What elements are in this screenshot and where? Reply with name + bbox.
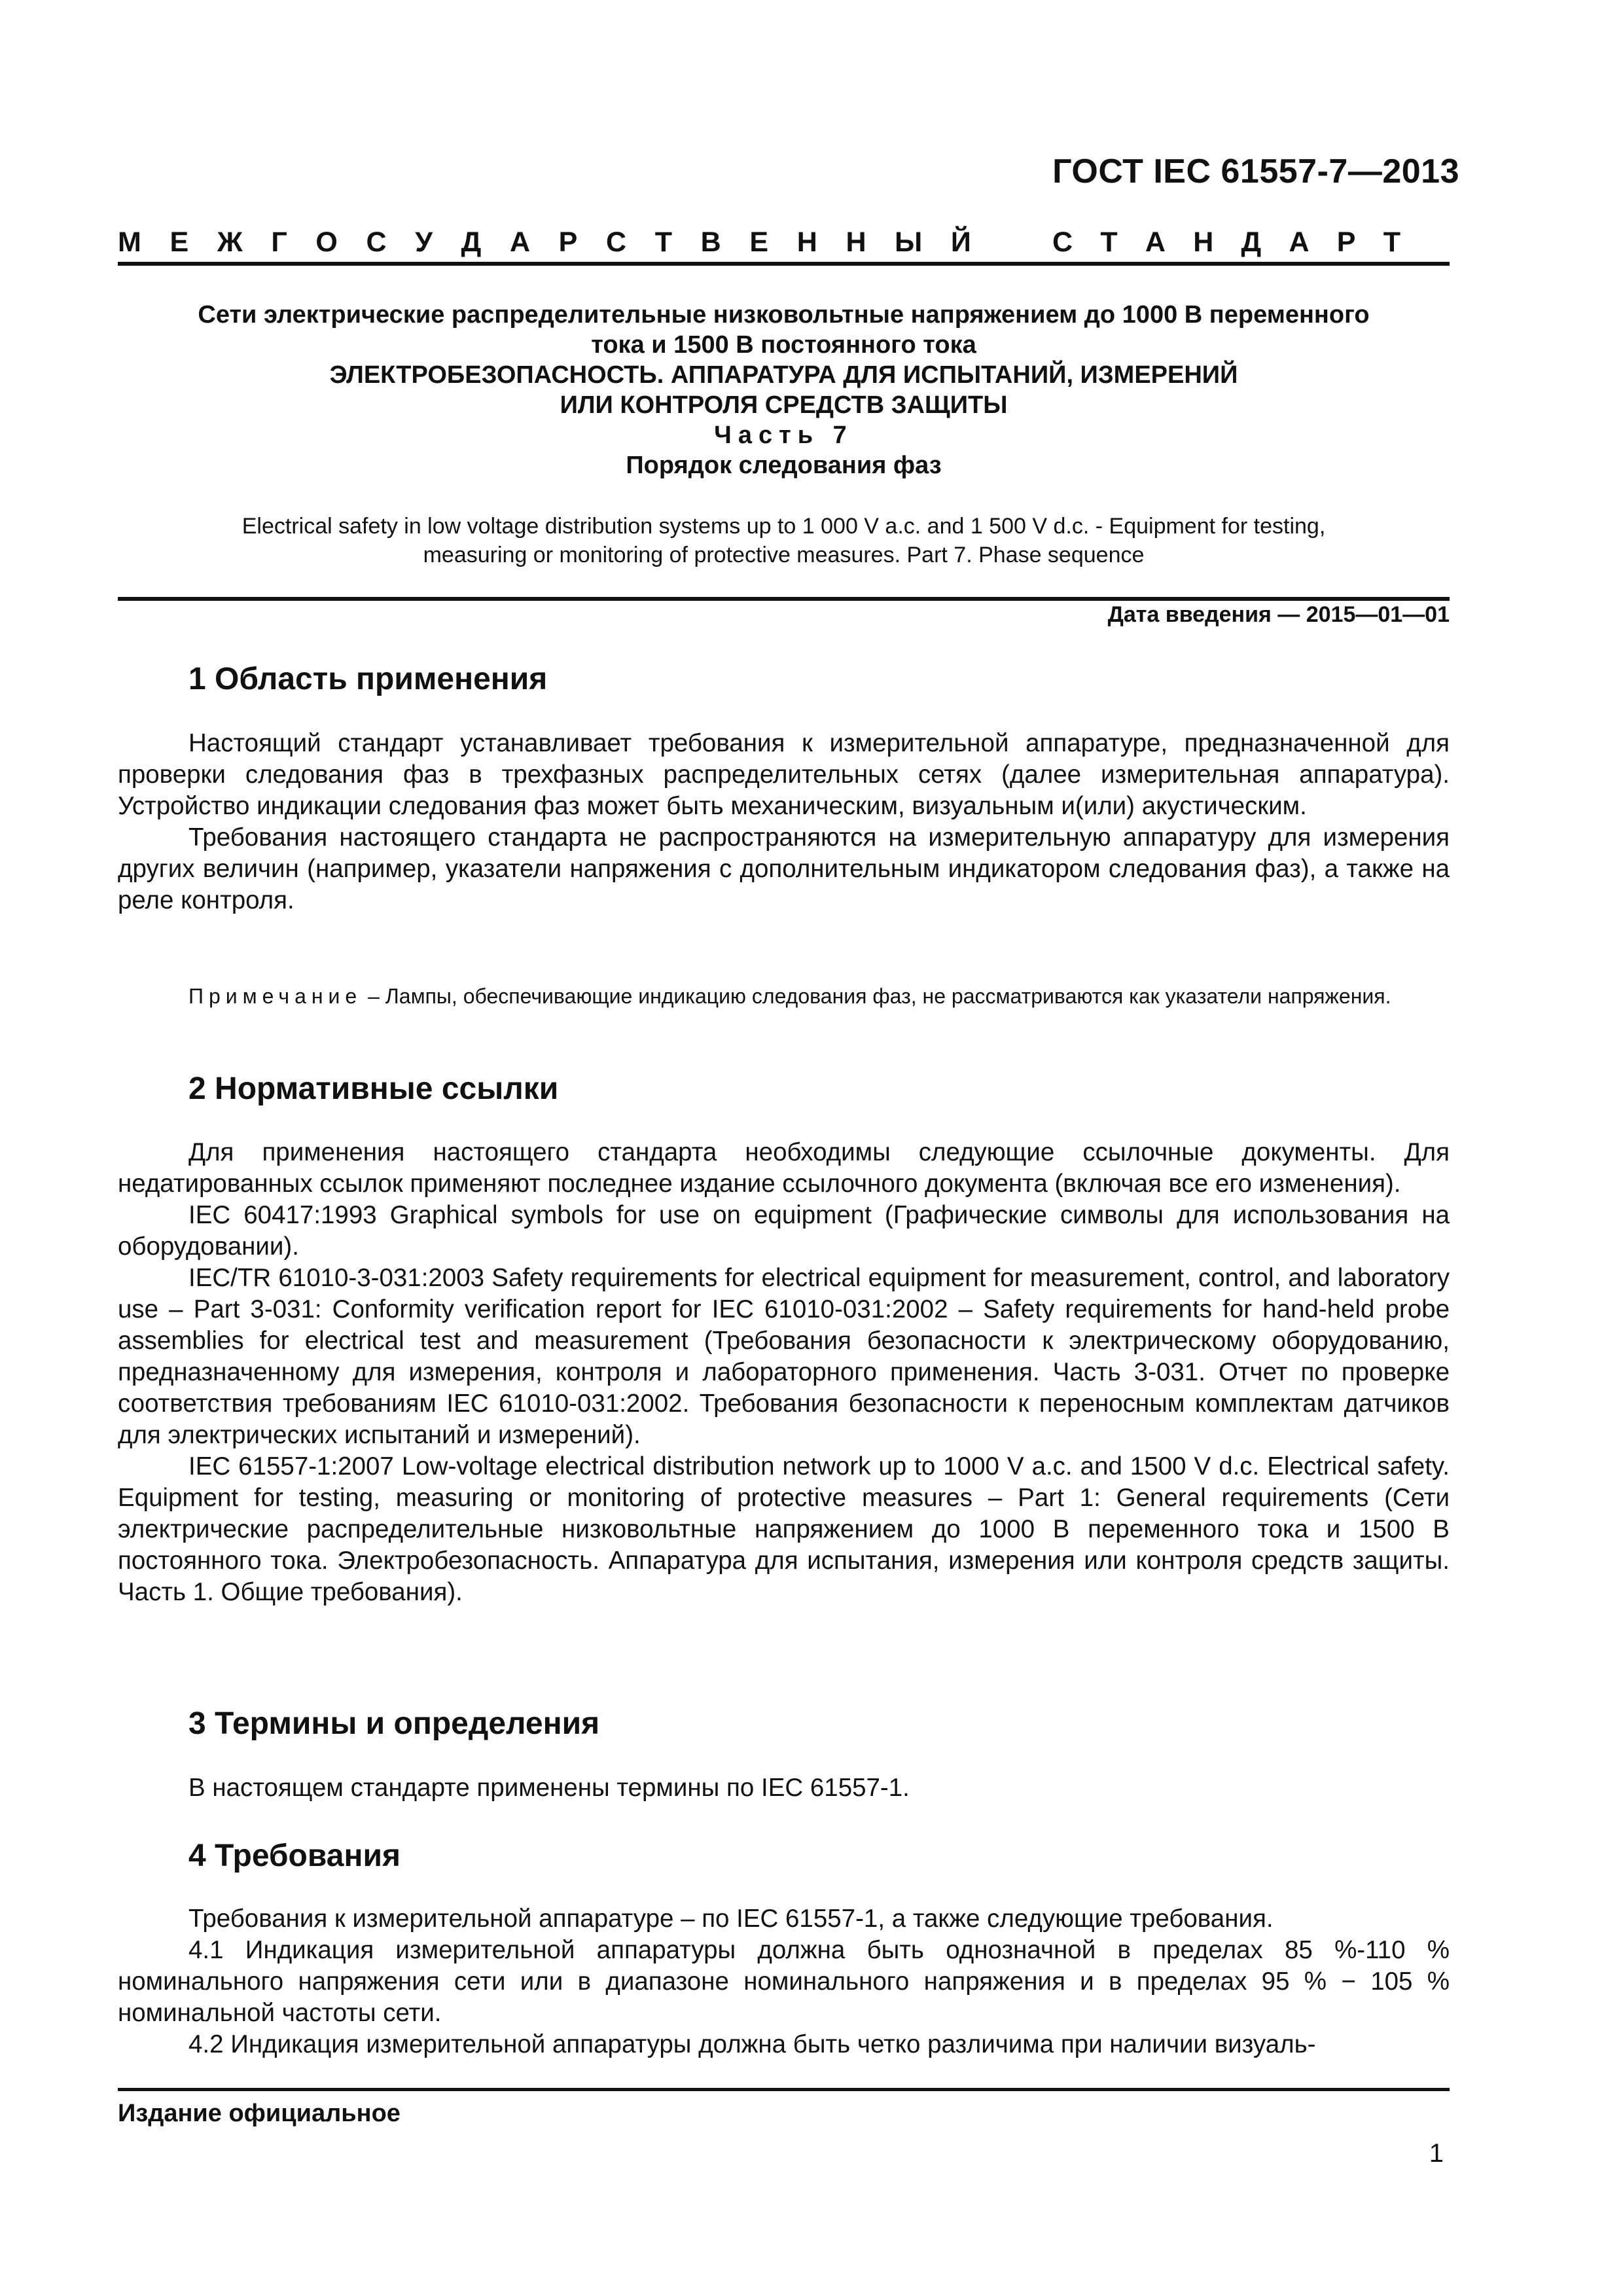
paragraph: 4.1 Индикация измерительной аппаратуры должна быть однозначной в пределах 85 %-110 % номинального напряжения сети или в диапазоне номинального напряжения и в пределах 95 % − 105 % номинальной частоты сети. <box>118 1936 1450 2027</box>
banner-letter: О <box>315 226 338 258</box>
title-line: ЭЛЕКТРОБЕЗОПАСНОСТЬ. АППАРАТУРА ДЛЯ ИСПЫТАНИЙ, ИЗМЕРЕНИЙ <box>329 361 1238 389</box>
title-rule <box>118 597 1450 601</box>
section2-body <box>118 1137 1450 1608</box>
banner-letter: В <box>700 226 721 258</box>
paragraph: Для применения настоящего стандарта необходимы следующие ссылочные документы. Для недатированных ссылок применяют последнее издание ссылочного документа (включая все его изменения). <box>118 1138 1450 1198</box>
banner-letter: Е <box>749 226 769 258</box>
paragraph: В настоящем стандарте применены термины по IEC 61557-1. <box>188 1774 910 1802</box>
note-text: – Лампы, обеспечивающие индикацию следования фаз, не рассматриваются как указатели напряжения. <box>368 984 1391 1008</box>
banner-letter: Н <box>1193 226 1214 258</box>
banner-letter: Н <box>796 226 817 258</box>
banner-letter: С <box>366 226 387 258</box>
banner-letter: Т <box>1383 226 1400 258</box>
banner-letter: Р <box>558 226 578 258</box>
banner-letter: Н <box>846 226 866 258</box>
title-line: Сети электрические распределительные низковольтные напряжением до 1000 В переменного <box>198 301 1370 329</box>
title-part: Часть 7 <box>714 422 853 449</box>
english-title <box>118 512 1450 569</box>
section3-body <box>118 1772 1450 1804</box>
banner-letter: Р <box>1336 226 1356 258</box>
banner-letter: У <box>415 226 433 258</box>
section-heading: 1 Область применения <box>188 662 548 696</box>
reference-item: IEC 60417:1993 Graphical symbols for use on equipment (Графические символы для использования на оборудовании). <box>118 1201 1450 1261</box>
banner-letter: Т <box>654 226 672 258</box>
section-heading: 2 Нормативные ссылки <box>188 1071 559 1106</box>
banner-word-interstate <box>118 226 971 259</box>
banner-letter: А <box>1145 226 1166 258</box>
note <box>118 982 1450 1010</box>
paragraph: Требования настоящего стандарта не распространяются на измерительную аппаратуру для измерения других величин (например, указатели напряжения с дополнительным индикатором следования фаз), а также на реле контроля. <box>118 823 1450 914</box>
section1-body <box>118 728 1450 916</box>
banner-letter: С <box>1052 226 1073 258</box>
banner-letter: Ы <box>895 226 923 258</box>
banner-letter: С <box>606 226 627 258</box>
english-title-line: Electrical safety in low voltage distribution systems up to 1 000 V a.c. and 1 500 V d.c. - Equipment for testing, <box>241 514 1326 539</box>
banner-letter: Д <box>1241 226 1262 258</box>
reference-item: IEC/TR 61010-3-031:2003 Safety requirements for electrical equipment for measurement, control, and laboratory use – Part 3-031: Conformity verification report for IEC 61010-031:2002 – Safety requirements for hand-held probe assemblies for electrical test and measurement (Требования безопасности к электрическому оборудованию, предназначенному для измерения, контроля и лабораторного применения. Часть 3-031. Отчет по проверке соответствия требованиям IEC 61010-031:2002. Требования безопасности к переносным комплектам датчиков для электрических испытаний и измерений). <box>118 1264 1450 1449</box>
section4-body <box>118 1903 1450 2060</box>
note-label: Примечание <box>188 984 363 1008</box>
title-subject: Порядок следования фаз <box>626 452 942 479</box>
paragraph: Требования к измерительной аппаратуре – по IEC 61557-1, а также следующие требования. <box>188 1905 1274 1933</box>
banner-letter: А <box>509 226 530 258</box>
banner-letter: Т <box>1100 226 1118 258</box>
banner-letter: Е <box>169 226 189 258</box>
footer-rule <box>118 2088 1450 2091</box>
interstate-standard-banner <box>118 226 1400 259</box>
english-title-line: measuring or monitoring of protective measures. Part 7. Phase sequence <box>423 543 1145 567</box>
introduction-date: Дата введения — 2015—01—01 <box>1107 602 1450 627</box>
section-heading: 4 Требования <box>188 1839 401 1873</box>
paragraph: Настоящий стандарт устанавливает требования к измерительной аппаратуре, предназначенной для проверки следования фаз в трехфазных распределительных сетях (далее измерительная аппаратура). Устройство индикации следования фаз может быть механическим, визуальным и(или) акустическим. <box>118 729 1450 820</box>
banner-letter: Г <box>271 226 287 258</box>
banner-word-standard <box>1052 226 1400 259</box>
title-line: тока и 1500 В постоянного тока <box>591 331 976 359</box>
section-heading: 3 Термины и определения <box>188 1706 600 1741</box>
banner-letter: А <box>1289 226 1310 258</box>
document-code: ГОСТ IEC 61557-7—2013 <box>1052 152 1459 190</box>
title-line: ИЛИ КОНТРОЛЯ СРЕДСТВ ЗАЩИТЫ <box>560 391 1008 419</box>
banner-letter: Й <box>950 226 971 258</box>
banner-letter: Ж <box>217 226 243 258</box>
title-block <box>118 300 1450 480</box>
reference-item: IEC 61557-1:2007 Low-voltage electrical distribution network up to 1000 V a.c. and 1500 V d.c. Electrical safety. Equipment for testing, measuring or monitoring of protective measures – Part 1: General requirements (Сети электрические распределительные низковольтные напряжением до 1000 В переменного тока и 1500 В постоянного тока. Электробезопасность. Аппаратура для испытания, измерения или контроля средств защиты. Часть 1. Общие требования). <box>118 1452 1450 1606</box>
page-number: 1 <box>1429 2139 1444 2168</box>
header-rule <box>118 262 1450 266</box>
banner-letter: М <box>118 226 141 258</box>
paragraph: 4.2 Индикация измерительной аппаратуры должна быть четко различима при наличии визуаль- <box>188 2030 1316 2058</box>
banner-letter: Д <box>461 226 482 258</box>
official-edition-label: Издание официальное <box>118 2100 401 2127</box>
